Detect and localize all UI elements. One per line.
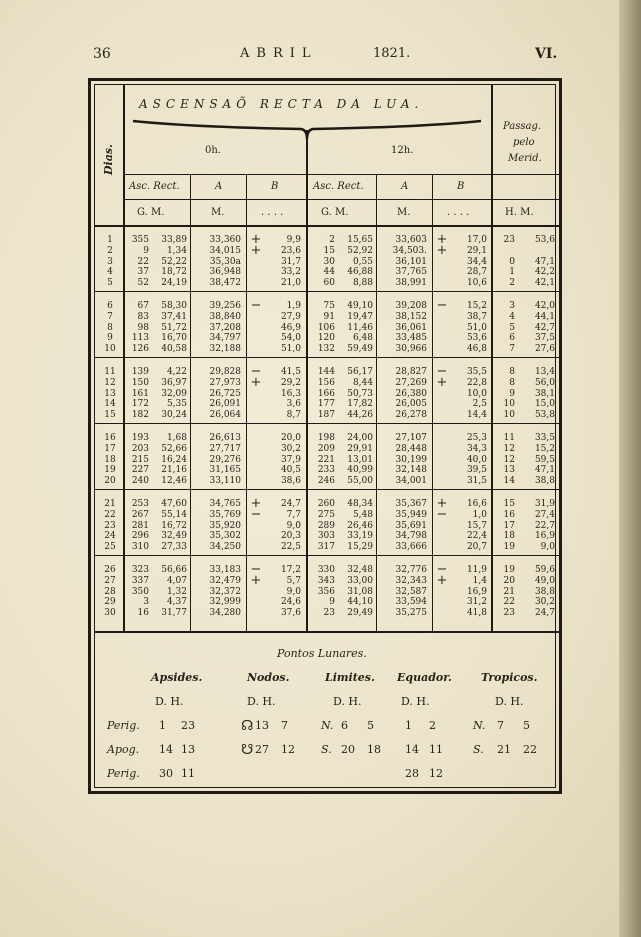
- b-0h-column-group-2: 1,9 27,9 46,9 54,0 51,0: [280, 301, 301, 355]
- passage-hours-column-group-5: 15 16 17 18 19: [503, 499, 515, 553]
- table-title: ASCENSAÕ RECTA DA LUA.: [139, 97, 424, 111]
- b-0h-column-group-5: 24,7 7,7 9,0 20,3 22,5: [280, 499, 301, 553]
- lunar-l-d-row-2: 20: [341, 743, 355, 756]
- limites-header: Limites.: [325, 671, 375, 684]
- asc-rect-12h-header: Asc. Rect.: [313, 181, 364, 192]
- tropicos-header: Tropicos.: [481, 671, 538, 684]
- minutes-12h-column-group-6: 32,48 33,00 31,08 44,10 29,49: [347, 565, 373, 619]
- b-0h-column-group-4: 20,0 30,2 37,9 40,5 38,6: [280, 433, 301, 487]
- b-sign-0h-column-group-2: −: [250, 298, 262, 313]
- minutes-12h-column-group-1: 15,65 52,92 0,55 46,88 8,88: [347, 235, 373, 289]
- degrees-0h-column-group-6: 323 337 350 3 16: [131, 565, 149, 619]
- b-12h-header: B: [457, 181, 465, 192]
- passage-minutes-column-group-1: 53,6 47,1 42,2 42,1: [534, 235, 555, 289]
- a-0h-column-group-5: 34,765 35,769 35,920 35,302 34,250: [209, 499, 241, 553]
- b-sign-0h-column-group-5: + −: [250, 496, 262, 522]
- dh-apsides: D. H.: [155, 695, 184, 708]
- lunar-n-d-row-2: 27: [255, 743, 269, 756]
- degrees-12h-column-group-2: 75 91 106 120 132: [317, 301, 335, 355]
- degrees-12h-column-group-4: 198 209 221 233 246: [317, 433, 335, 487]
- day-column-group-3: 11 12 13 14 15: [104, 367, 116, 421]
- lunar-a-h-row-2: 13: [181, 743, 195, 756]
- lunar-e-d-row-1: 1: [405, 719, 412, 732]
- units-m-12h: M.: [397, 207, 411, 218]
- a-0h-column-group-3: 29,828 27,973 26,725 26,091 26,064: [209, 367, 241, 421]
- minutes-0h-column-group-5: 47,60 55,14 16,72 32,49 27,33: [161, 499, 187, 553]
- dh-nodos: D. H.: [247, 695, 276, 708]
- lunar-n-h-row-2: 12: [281, 743, 295, 756]
- time-0h: 0h.: [205, 145, 221, 156]
- lunar-t-h-row-1: 5: [523, 719, 530, 732]
- lunar-a-d-row-3: 30: [159, 767, 173, 780]
- sheet-number: VI.: [535, 46, 558, 62]
- time-12h: 12h.: [391, 145, 414, 156]
- lunar-title: Pontos Lunares.: [277, 647, 367, 660]
- passage-hours-column-group-3: 8 8 9 10 10: [503, 367, 515, 421]
- passage-hours-column-group-4: 11 12 12 13 14: [503, 433, 515, 487]
- minutes-0h-column-group-2: 58,30 37,41 51,72 16,70 40,58: [161, 301, 187, 355]
- a-12h-header: A: [401, 181, 409, 192]
- passage-minutes-column-group-3: 13,4 56,0 38,1 15,0 53,8: [534, 367, 555, 421]
- b-sign-0h-column-group-1: + +: [250, 232, 262, 258]
- lunar-l-d-row-1: 6: [341, 719, 348, 732]
- dh-tropicos: D. H.: [495, 695, 524, 708]
- day-column-group-5: 21 22 23 24 25: [104, 499, 116, 553]
- degrees-12h-column-group-3: 144 156 166 177 187: [317, 367, 335, 421]
- lunar-e-d-row-3: 28: [405, 767, 419, 780]
- minutes-12h-column-group-5: 48,34 5,48 26,46 33,19 15,29: [347, 499, 373, 553]
- page-header: [90, 46, 560, 66]
- dh-equador: D. H.: [401, 695, 430, 708]
- minutes-12h-column-group-4: 24,00 29,91 13,01 40,99 55,00: [347, 433, 373, 487]
- lunar-t-d-row-1: 7: [497, 719, 504, 732]
- b-0h-column-group-6: 17,2 5,7 9,0 24,6 37,6: [280, 565, 301, 619]
- page-number: 36: [93, 46, 111, 62]
- year: 1821.: [373, 46, 411, 61]
- lunar-a-d-row-1: 1: [159, 719, 166, 732]
- passage-header-1: Passag.: [503, 121, 542, 132]
- b-12h-column-group-5: 16,6 1,0 15,7 22,4 20,7: [466, 499, 487, 553]
- units-gm-12h: G. M.: [321, 207, 349, 218]
- b-sign-0h-column-group-6: − +: [250, 562, 262, 588]
- units-m-0h: M.: [211, 207, 225, 218]
- day-column-group-6: 26 27 28 29 30: [104, 565, 116, 619]
- passage-minutes-column-group-2: 42,0 44,1 42,7 37,5 27,6: [534, 301, 555, 355]
- dh-limites: D. H.: [333, 695, 362, 708]
- units-dots-12h: . . . .: [447, 207, 470, 218]
- a-12h-column-group-6: 32,776 32,343 32,587 33,594 35,275: [395, 565, 427, 619]
- lunar-label-row-1: Perig.: [107, 719, 140, 732]
- lunar-e-h-row-3: 12: [429, 767, 443, 780]
- minutes-12h-column-group-2: 49,10 19,47 11,46 6,48 59,49: [347, 301, 373, 355]
- passage-hours-column-group-2: 3 4 5 6 7: [509, 301, 515, 355]
- day-column-group-4: 16 17 18 19 20: [104, 433, 116, 487]
- a-12h-column-group-2: 39,208 38,152 36,061 33,485 30,966: [395, 301, 427, 355]
- table-inner: [94, 84, 556, 788]
- minutes-0h-column-group-1: 33,89 1,34 52,22 18,72 24,19: [161, 235, 187, 289]
- b-0h-column-group-3: 41,5 29,2 16,3 3,6 8,7: [280, 367, 301, 421]
- passage-minutes-column-group-6: 59,6 49,0 38,8 30,2 24,7: [534, 565, 555, 619]
- minutes-12h-column-group-3: 56,17 8,44 50,73 17,82 44,26: [347, 367, 373, 421]
- a-0h-header: A: [215, 181, 223, 192]
- b-sign-12h-column-group-1: + +: [436, 232, 448, 258]
- passage-header-3: Merid.: [508, 153, 542, 164]
- lunar-t-h-row-2: 22: [523, 743, 537, 756]
- b-0h-column-group-1: 9,9 23,6 31,7 33,2 21,0: [280, 235, 301, 289]
- table-frame: [88, 78, 562, 794]
- a-0h-column-group-4: 26,613 27,717 29,276 31,165 33,110: [209, 433, 241, 487]
- a-0h-column-group-6: 33,183 32,479 32,372 32,999 34,280: [209, 565, 241, 619]
- lunar-l-h-row-2: 18: [367, 743, 381, 756]
- lunar-n-d-row-1: 13: [255, 719, 269, 732]
- lunar-l-h-row-1: 5: [367, 719, 374, 732]
- book-spine: [619, 0, 641, 937]
- days-header: Dias.: [102, 144, 115, 175]
- minutes-0h-column-group-4: 1,68 52,66 16,24 21,16 12,46: [161, 433, 187, 487]
- day-column-group-2: 6 7 8 9 10: [104, 301, 116, 355]
- degrees-0h-column-group-2: 67 83 98 113 126: [131, 301, 149, 355]
- degrees-0h-column-group-4: 193 203 215 227 240: [131, 433, 149, 487]
- b-sign-12h-column-group-5: + −: [436, 496, 448, 522]
- equador-header: Equador.: [397, 671, 452, 684]
- degrees-0h-column-group-5: 253 267 281 296 310: [131, 499, 149, 553]
- minutes-0h-column-group-6: 56,66 4,07 1,32 4,37 31,77: [161, 565, 187, 619]
- degrees-12h-column-group-5: 260 275 289 303 317: [317, 499, 335, 553]
- lunar-n-sym-row-1: ☊: [241, 718, 254, 734]
- apsides-header: Apsides.: [151, 671, 203, 684]
- lunar-label-row-2: Apog.: [107, 743, 140, 756]
- a-12h-column-group-4: 27,107 28,448 30,199 32,148 34,001: [395, 433, 427, 487]
- lunar-points: [95, 638, 561, 792]
- units-dots-0h: . . . .: [261, 207, 284, 218]
- lunar-l-sym-row-2: S.: [321, 743, 332, 756]
- day-column-group-1: 1 2 3 4 5: [107, 235, 113, 289]
- nodos-header: Nodos.: [247, 671, 290, 684]
- passage-minutes-column-group-4: 33,5 15,2 59,5 47,1 38,8: [534, 433, 555, 487]
- minutes-0h-column-group-3: 4,22 36,97 32,09 5,35 30,24: [161, 367, 187, 421]
- a-12h-column-group-1: 33,603 34,503. 36,101 37,765 38,991: [392, 235, 427, 289]
- lunar-n-sym-row-2: ☋: [241, 742, 254, 758]
- lunar-a-d-row-2: 14: [159, 743, 173, 756]
- passage-hours-column-group-1: 23 0 1 2: [503, 235, 515, 289]
- b-sign-12h-column-group-2: −: [436, 298, 448, 313]
- b-sign-12h-column-group-3: − +: [436, 364, 448, 390]
- b-12h-column-group-1: 17,0 29,1 34,4 28,7 10,6: [466, 235, 487, 289]
- b-sign-0h-column-group-3: − +: [250, 364, 262, 390]
- degrees-12h-column-group-6: 330 343 356 9 23: [317, 565, 335, 619]
- a-12h-column-group-3: 28,827 27,269 26,380 26,005 26,278: [395, 367, 427, 421]
- lunar-t-sym-row-1: N.: [473, 719, 486, 732]
- asc-rect-0h-header: Asc. Rect.: [129, 181, 180, 192]
- a-12h-column-group-5: 35,367 35,949 35,691 34,798 33,666: [395, 499, 427, 553]
- passage-hours-column-group-6: 19 20 21 22 23: [503, 565, 515, 619]
- passage-header-2: pelo: [513, 137, 535, 148]
- lunar-t-d-row-2: 21: [497, 743, 511, 756]
- b-0h-header: B: [271, 181, 279, 192]
- lunar-e-h-row-1: 2: [429, 719, 436, 732]
- lunar-e-h-row-2: 11: [429, 743, 443, 756]
- b-12h-column-group-4: 25,3 34,3 40,0 39,5 31,5: [466, 433, 487, 487]
- lunar-l-sym-row-1: N.: [321, 719, 334, 732]
- degrees-0h-column-group-1: 355 9 22 37 52: [131, 235, 149, 289]
- lunar-label-row-3: Perig.: [107, 767, 140, 780]
- month-title: ABRIL: [240, 46, 318, 61]
- lunar-t-sym-row-2: S.: [473, 743, 484, 756]
- passage-minutes-column-group-5: 31,9 27,4 22,7 16,9 9,0: [534, 499, 555, 553]
- degrees-0h-column-group-3: 139 150 161 172 182: [131, 367, 149, 421]
- units-hm: H. M.: [505, 207, 534, 218]
- degrees-12h-column-group-1: 2 15 30 44 60: [323, 235, 335, 289]
- lunar-a-h-row-3: 11: [181, 767, 195, 780]
- lunar-e-d-row-2: 14: [405, 743, 419, 756]
- b-12h-column-group-2: 15,2 38,7 51,0 53,6 46,8: [466, 301, 487, 355]
- right-ascension-table: [95, 85, 561, 633]
- title-brace: [131, 119, 483, 141]
- b-sign-12h-column-group-6: − +: [436, 562, 448, 588]
- lunar-a-h-row-1: 23: [181, 719, 195, 732]
- b-12h-column-group-3: 35,5 22,8 10,0 2,5 14,4: [466, 367, 487, 421]
- a-0h-column-group-2: 39,256 38,840 37,208 34,797 32,188: [209, 301, 241, 355]
- b-12h-column-group-6: 11,9 1,4 16,9 31,2 41,8: [466, 565, 487, 619]
- a-0h-column-group-1: 33,360 34,015 35,30a 36,948 38,472: [209, 235, 241, 289]
- lunar-n-h-row-1: 7: [281, 719, 288, 732]
- units-gm-0h: G. M.: [137, 207, 165, 218]
